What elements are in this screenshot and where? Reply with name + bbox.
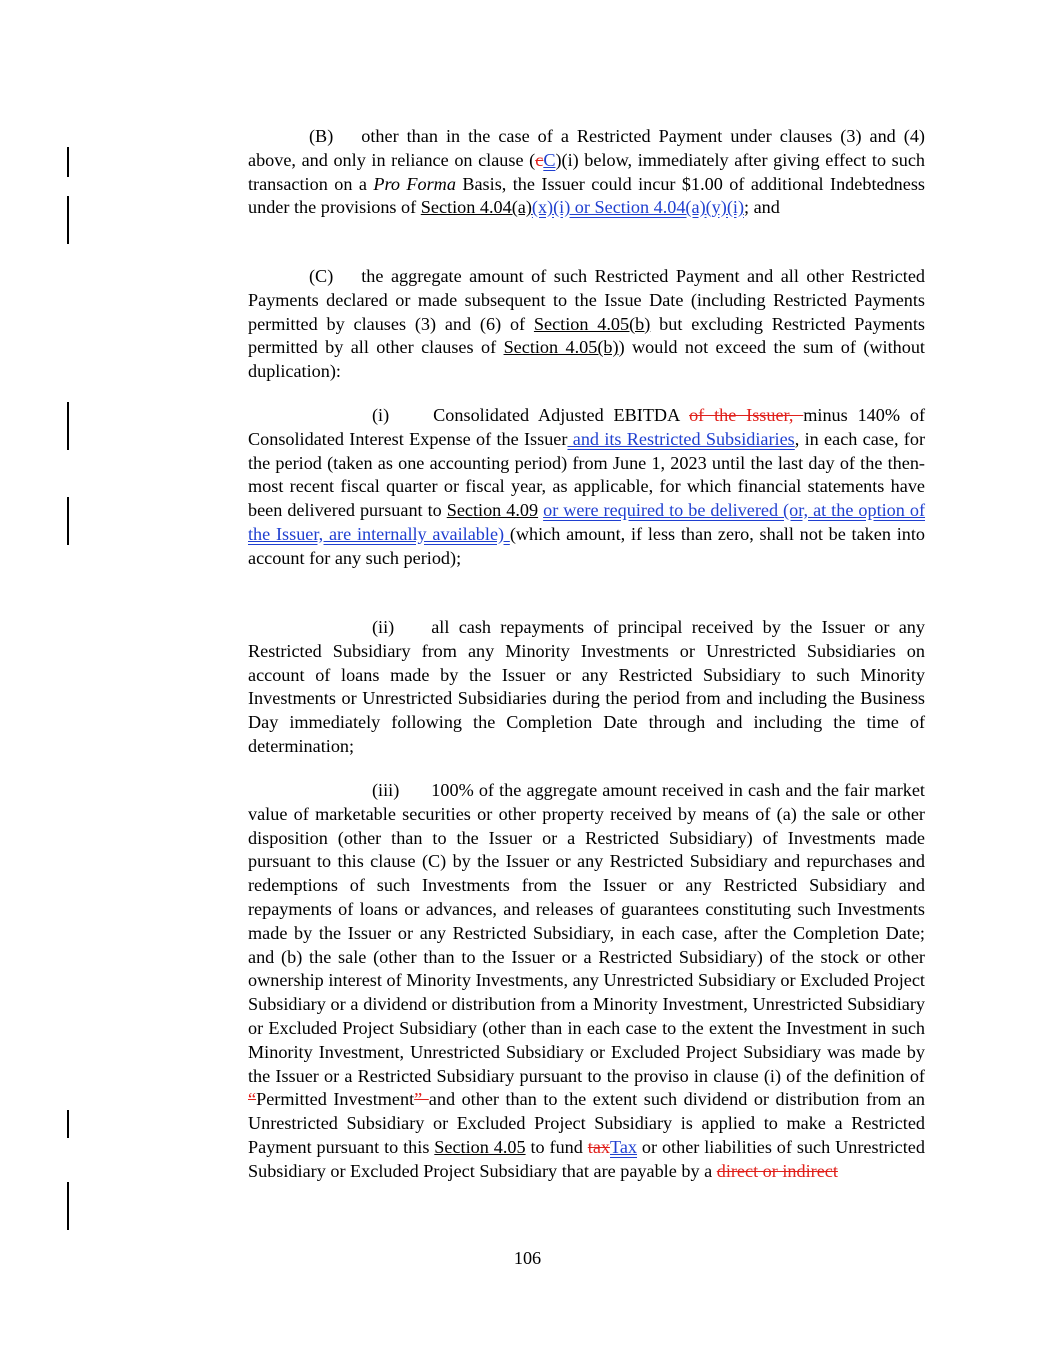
paragraph-iii — [248, 779, 925, 1184]
para-c-text: ) would not exceed the sum of (without duplication): — [248, 337, 925, 382]
deleted-text: direct or indirect — [716, 1160, 838, 1181]
para-i-text: , in each case, for the period (taken as one accounting period) from June 1, 2023 until the last day of the then-most recent fiscal quarter or fiscal year, as applicable, for which financial statements have been delivered pursuant to — [248, 428, 926, 521]
paragraph-b — [248, 125, 925, 220]
inserted-text: (x)(i) or Section 4.04(a)(y)(i) — [531, 197, 744, 218]
section-reference: Section 4.05(b) — [533, 313, 651, 334]
change-bar — [67, 147, 69, 177]
change-bar — [67, 402, 69, 450]
para-ii-label: (ii) — [372, 617, 395, 637]
para-iii-text: and other than to the extent such dividend or distribution from an Unrestricted Subsidiary or Excluded Project Subsidiary is applied to make a Restricted Payment pursuant to this — [248, 1089, 926, 1157]
section-reference: Section 4.09 — [446, 500, 539, 521]
change-bar — [67, 1182, 69, 1230]
para-b-label: (B) — [309, 126, 334, 146]
deleted-text: “ — [248, 1089, 257, 1110]
paragraph-c — [248, 265, 925, 384]
paragraph-ii — [248, 616, 925, 759]
para-b-text: Basis, the Issuer could incur $1.00 of additional Indebtedness under the provisions of — [248, 173, 925, 218]
deleted-text: c — [535, 149, 544, 170]
para-i-text: (which amount, if less than zero, shall not be taken into account for any such period); — [248, 523, 925, 568]
section-reference: Section 4.05 — [434, 1136, 526, 1157]
para-iii-label: (iii) — [372, 780, 400, 800]
inserted-text: C — [543, 149, 556, 170]
inserted-text: and its Restricted Subsidiaries — [567, 428, 795, 449]
para-ii-text: all cash repayments of principal received by the Issuer or any Restricted Subsidiary from any Minority Investments or Unrestricted Subsidiaries on account of loans made by the Issuer or any Restricted Subsidiary to such Minority Investments or Unrestricted Subsidiaries during the period from and including the Business Day immediately following the Completion Date through and including the time of determination; — [248, 617, 925, 756]
para-b-text: other than in the case of a Restricted Payment under clauses (3) and (4) above, and only in reliance on clause ( — [248, 126, 925, 170]
para-b-text: )(i) below, immediately after giving effect to such transaction on a — [248, 149, 926, 194]
para-c-text: the aggregate amount of such Restricted Payment and all other Restricted Payments declared or made subsequent to the Issue Date (including Restricted Payments permitted by clauses (3) and (6) of — [248, 266, 925, 334]
para-iii-text: to fund — [525, 1136, 588, 1157]
page-number: 106 — [513, 1248, 542, 1268]
change-bar — [67, 497, 69, 545]
para-i-text: Consolidated Adjusted EBITDA — [433, 405, 690, 425]
deleted-text: tax — [587, 1136, 610, 1157]
inserted-text: Tax — [610, 1136, 638, 1157]
para-iii-text: 100% of the aggregate amount received in cash and the fair market value of marketable securities or other property received by means of (a) the sale or other disposition (other than to the Issuer or a Restricted Subsidiary) of Investments made pursuant to this clause (C) by the Issuer or any Restricted Subsidiary and repurchases and redemptions of such Investments from the Issuer or any Restricted Subsidiary and repayments of loans or advances, and releases of guarantees constituting such Investments made by the Issuer or any Restricted Subsidiary, in each case, after the Completion Date; and (b) the sale (other than to the Issuer or a Restricted Subsidiary) of the stock or other ownership interest of Minority Investments, any Unrestricted Subsidiary or Excluded Project Subsidiary or a dividend or distribution from a Minority Investment, Unrestricted Subsidiary or Excluded Project Subsidiary (other than in each case to the extent the Investment in such Minority Investment, Unrestricted Subsidiary or Excluded Project Subsidiary was made by the Issuer or a Restricted Subsidiary pursuant to the proviso in clause (i) of the definition of — [248, 780, 925, 1086]
para-i-text: minus 140% of Consolidated Interest Expense of the Issuer — [248, 405, 926, 449]
para-iii-text: or other liabilities of such Unrestricted Subsidiary or Excluded Project Subsidiary that are payable by a — [248, 1136, 925, 1181]
section-reference: Section 4.05(b) — [503, 337, 619, 358]
change-bar — [67, 1110, 69, 1138]
italic-term: Pro Forma — [373, 173, 456, 194]
inserted-text: or were required to be delivered (or, at the option of the Issuer, are internally available) — [248, 500, 926, 544]
change-bar — [67, 196, 69, 244]
deleted-text: of the Issuer, — [689, 405, 804, 425]
para-b-text: ; and — [744, 197, 780, 218]
para-c-text: but excluding Restricted Payments permitted by all other clauses of — [248, 313, 925, 358]
deleted-text: ” — [414, 1089, 429, 1110]
paragraph-i — [248, 404, 925, 571]
para-i-label: (i) — [372, 405, 390, 425]
para-c-label: (C) — [309, 266, 334, 286]
section-reference: Section 4.04(a) — [420, 197, 532, 218]
para-iii-text: Permitted Investment — [256, 1089, 415, 1110]
